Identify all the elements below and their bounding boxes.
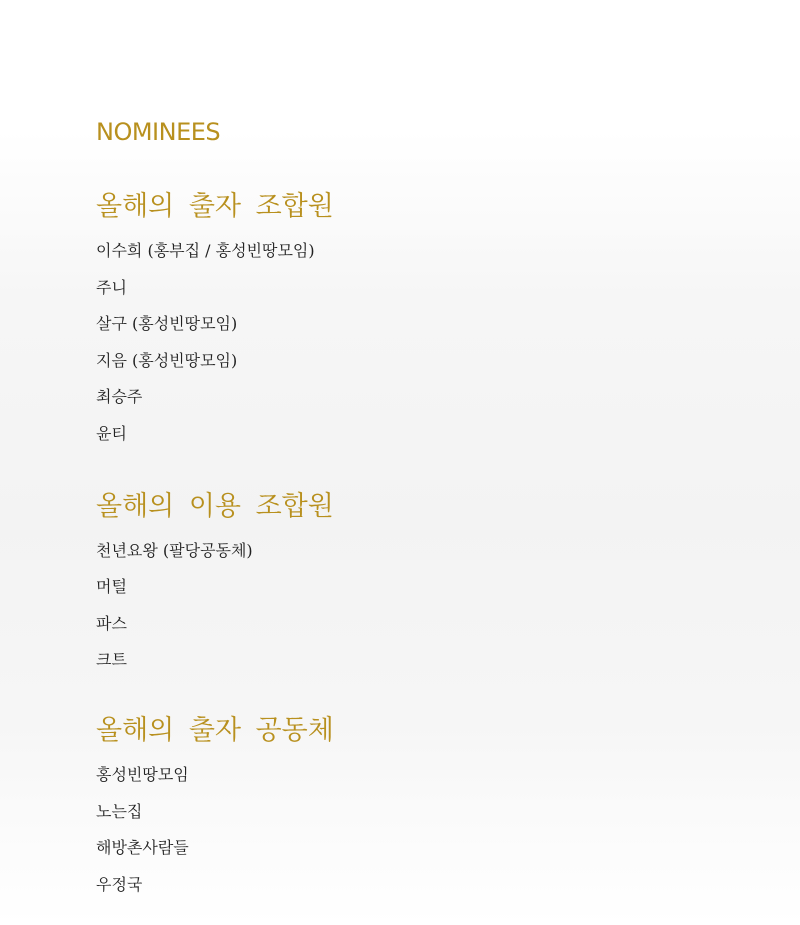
nominees-page (96, 115, 736, 895)
nominee-list (96, 541, 736, 671)
page-heading: NOMINEES (96, 118, 221, 146)
nominee-item: 주니 (96, 277, 127, 297)
nominee-item: 지음 (홍성빈땅모임) (96, 350, 238, 370)
nominee-item: 윤티 (96, 423, 127, 443)
nominee-item: 해방촌사람들 (96, 838, 189, 857)
section-title: 올해의 출자 공동체 (96, 715, 334, 746)
nominee-list (96, 241, 736, 444)
nominee-item: 살구 (홍성빈땅모임) (96, 314, 238, 333)
nominee-item: 천년요왕 (팔당공동체) (96, 540, 253, 560)
section-investor-community (96, 713, 736, 895)
nominee-item: 최승주 (96, 387, 143, 406)
section-title: 올해의 출자 조합원 (96, 191, 334, 222)
nominee-item: 머털 (96, 577, 127, 596)
nominee-item: 이수희 (홍부집 / 홍성빈땅모임) (96, 241, 315, 260)
nominee-item: 우정국 (96, 874, 143, 894)
nominee-item: 크트 (96, 650, 127, 669)
section-investor-member (96, 189, 736, 444)
nominee-item: 홍성빈땅모임 (96, 765, 189, 784)
nominee-item: 파스 (96, 613, 127, 633)
section-title: 올해의 이용 조합원 (96, 490, 334, 522)
nominee-item: 노는집 (96, 801, 143, 821)
nominee-list (96, 765, 736, 895)
section-user-member (96, 489, 736, 671)
